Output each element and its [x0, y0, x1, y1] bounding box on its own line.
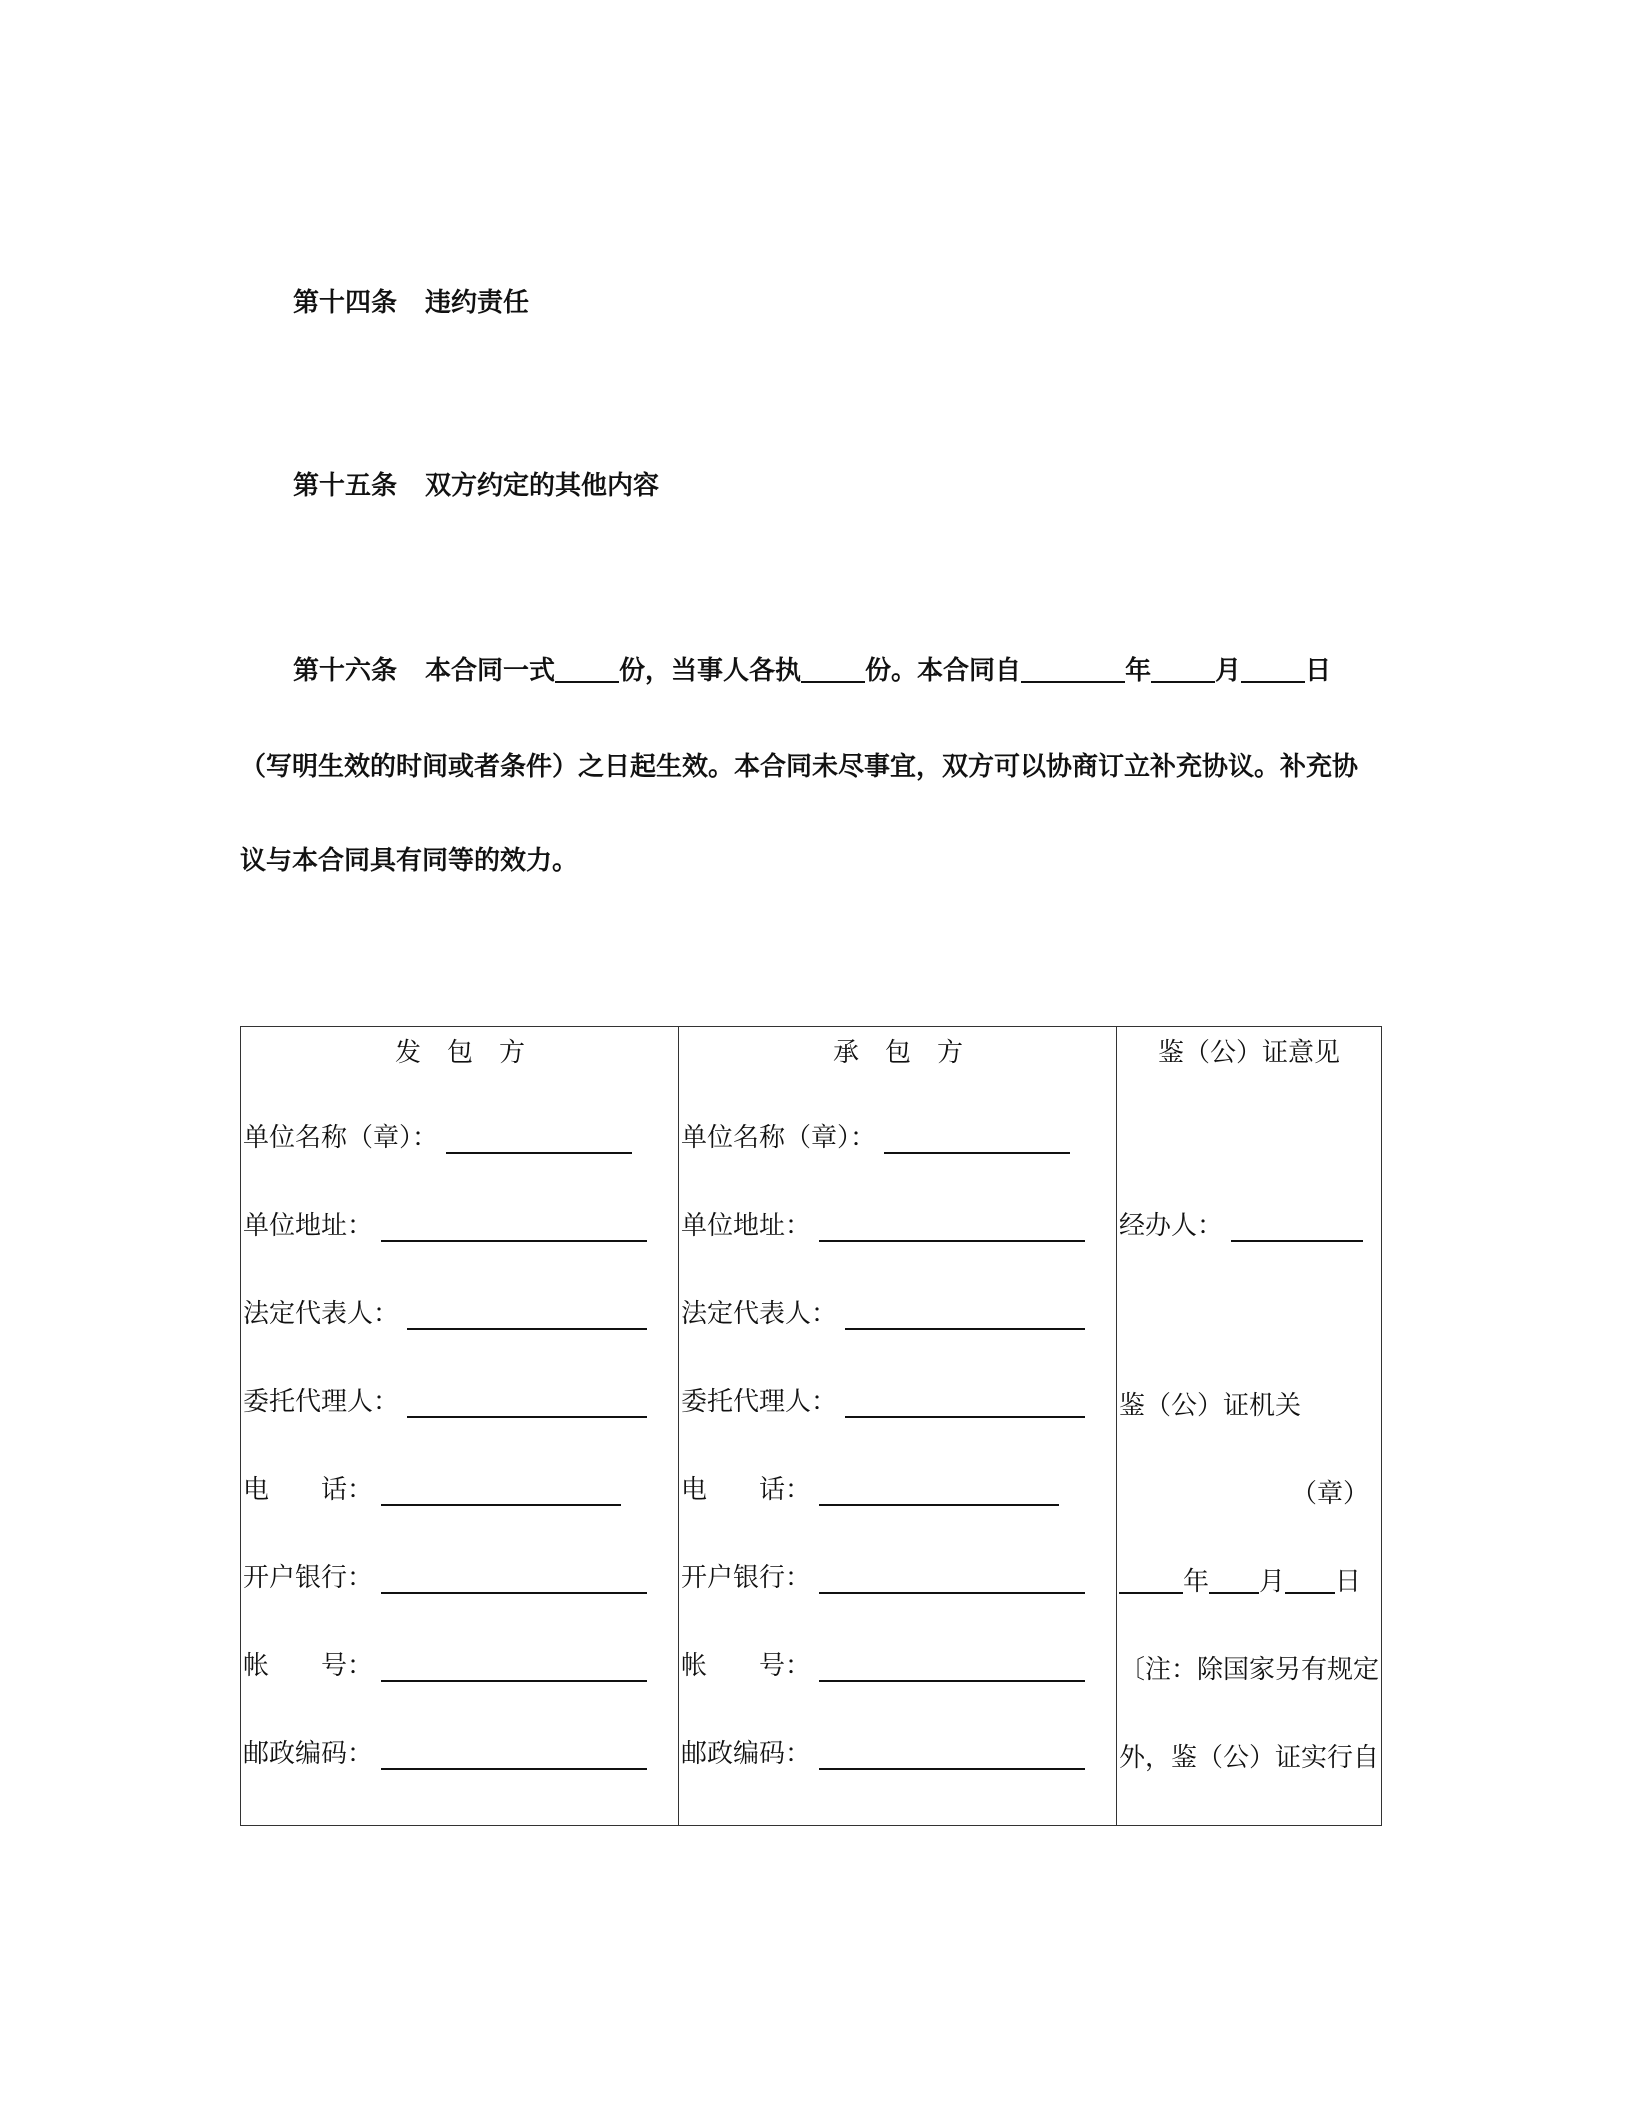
contractor-unit-name-field[interactable] [884, 1124, 1070, 1154]
employer-phone-field[interactable] [381, 1476, 621, 1506]
employer-postcode-row [243, 1733, 647, 1770]
notarization-header: 鉴（公）证意见 [1157, 1038, 1340, 1068]
text-segment: 份。本合同自 [865, 656, 1022, 686]
employer-bank-field[interactable] [381, 1564, 647, 1594]
article-title: 双方约定的其他内容 [425, 471, 660, 501]
article-14-heading [293, 282, 529, 319]
field-label: 邮政编码： [681, 1739, 812, 1769]
employer-phone-row [243, 1469, 621, 1506]
handler-row [1119, 1205, 1363, 1242]
effective-day-blank[interactable] [1241, 655, 1305, 683]
contractor-header: 承 包 方 [832, 1038, 963, 1068]
field-label: 单位名称（章）： [681, 1123, 877, 1153]
contractor-agent-row [681, 1381, 1085, 1418]
text-segment: 月 [1215, 656, 1242, 686]
year-label: 年 [1183, 1567, 1210, 1597]
field-label: 法定代表人： [681, 1299, 838, 1329]
contractor-bank-field[interactable] [819, 1564, 1085, 1594]
field-label: 委托代理人： [243, 1387, 400, 1417]
field-label: 委托代理人： [681, 1387, 838, 1417]
field-label: 法定代表人： [243, 1299, 400, 1329]
handler-label: 经办人： [1119, 1211, 1224, 1241]
text-segment: 本合同一式 [425, 656, 556, 686]
article-number: 第十五条 [293, 471, 398, 501]
text-segment: 年 [1125, 656, 1152, 686]
contractor-legal-rep-row [681, 1293, 1085, 1330]
copies-total-blank[interactable] [555, 655, 619, 683]
field-label: 帐 号： [243, 1651, 374, 1681]
note-line-2: 外，鉴（公）证实行自 [1119, 1743, 1380, 1773]
employer-address-field[interactable] [381, 1212, 647, 1242]
contractor-column [679, 1027, 1117, 1825]
month-label: 月 [1259, 1567, 1286, 1597]
field-label: 邮政编码： [243, 1739, 374, 1769]
employer-legal-rep-row [243, 1293, 647, 1330]
field-label: 单位地址： [243, 1211, 374, 1241]
notary-date-row [1119, 1561, 1361, 1598]
contractor-phone-row [681, 1469, 1059, 1506]
contractor-account-row [681, 1645, 1085, 1682]
employer-agent-row [243, 1381, 647, 1418]
text-segment: 份，当事人各执 [619, 656, 802, 686]
employer-legal-rep-field[interactable] [407, 1300, 647, 1330]
article-16-line1 [293, 650, 1331, 687]
contractor-address-field[interactable] [819, 1212, 1085, 1242]
handler-field[interactable] [1231, 1212, 1363, 1242]
field-label: 电 话： [243, 1475, 374, 1505]
employer-bank-row [243, 1557, 647, 1594]
notary-authority-label: 鉴（公）证机关 [1119, 1391, 1302, 1421]
field-label: 开户银行： [681, 1563, 812, 1593]
contractor-legal-rep-field[interactable] [845, 1300, 1085, 1330]
field-label: 单位名称（章）： [243, 1123, 439, 1153]
note-line-1: 〔注：除国家另有规定 [1119, 1655, 1380, 1685]
day-label: 日 [1335, 1567, 1362, 1597]
employer-header: 发 包 方 [394, 1038, 525, 1068]
contractor-address-row [681, 1205, 1085, 1242]
article-16-line2: （写明生效的时间或者条件）之日起生效。本合同未尽事宜，双方可以协商订立补充协议。补充协 [240, 752, 1359, 782]
employer-postcode-field[interactable] [381, 1740, 647, 1770]
article-number: 第十四条 [293, 288, 398, 318]
effective-year-blank[interactable] [1021, 655, 1125, 683]
employer-column [241, 1027, 679, 1825]
employer-account-field[interactable] [381, 1652, 647, 1682]
seal-label: （章） [1290, 1479, 1369, 1509]
notarization-column [1117, 1027, 1381, 1825]
contractor-phone-field[interactable] [819, 1476, 1059, 1506]
notary-year-blank[interactable] [1119, 1566, 1183, 1594]
field-label: 开户银行： [243, 1563, 374, 1593]
field-label: 电 话： [681, 1475, 812, 1505]
employer-address-row [243, 1205, 647, 1242]
employer-unit-name-field[interactable] [446, 1124, 632, 1154]
notary-month-blank[interactable] [1209, 1566, 1259, 1594]
contractor-account-field[interactable] [819, 1652, 1085, 1682]
contractor-postcode-row [681, 1733, 1085, 1770]
article-number: 第十六条 [293, 656, 398, 686]
employer-agent-field[interactable] [407, 1388, 647, 1418]
field-label: 单位地址： [681, 1211, 812, 1241]
field-label: 帐 号： [681, 1651, 812, 1681]
text-segment: 日 [1305, 656, 1332, 686]
article-16-line3: 议与本合同具有同等的效力。 [240, 846, 579, 876]
article-title: 违约责任 [425, 288, 530, 318]
contractor-agent-field[interactable] [845, 1388, 1085, 1418]
employer-account-row [243, 1645, 647, 1682]
employer-unit-name-row [243, 1117, 632, 1154]
contractor-bank-row [681, 1557, 1085, 1594]
contractor-unit-name-row [681, 1117, 1070, 1154]
copies-each-blank[interactable] [801, 655, 865, 683]
effective-month-blank[interactable] [1151, 655, 1215, 683]
signature-table [240, 1026, 1382, 1826]
article-15-heading [293, 465, 659, 502]
notary-day-blank[interactable] [1285, 1566, 1335, 1594]
contractor-postcode-field[interactable] [819, 1740, 1085, 1770]
